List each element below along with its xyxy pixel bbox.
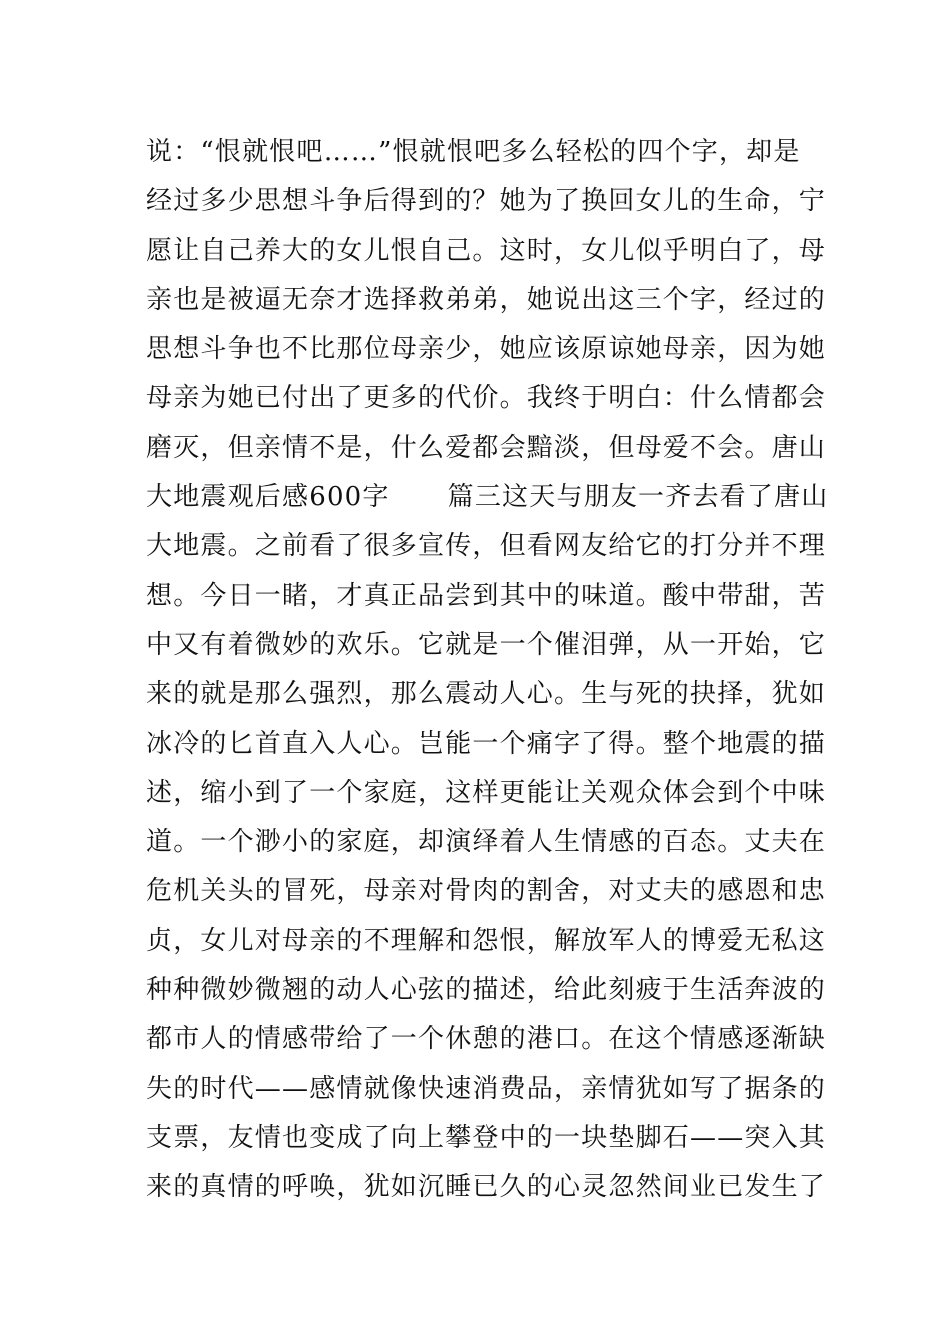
text-line-7: 磨灭，但亲情不是，什么爱都会黯淡，但母爱不会。唐山	[146, 432, 827, 463]
text-line-22: 来的真情的呼唤，犹如沉睡已久的心灵忽然间业已发生了	[146, 1172, 827, 1203]
text-line-19: 都市人的情感带给了一个休憩的港口。在这个情感逐渐缺	[146, 1024, 827, 1055]
text-line-12: 来的就是那么强烈，那么震动人心。生与死的抉择，犹如	[146, 679, 827, 710]
section-title: 大地震观后感600字	[146, 482, 390, 513]
text-line-1: 说：“恨就恨吧……”恨就恨吧多么轻松的四个字，却是	[146, 137, 801, 167]
text-line-20: 失的时代——感情就像快速消费品，亲情犹如写了据条的	[146, 1073, 827, 1104]
text-line-18: 种种微妙微翘的动人心弦的描述，给此刻疲于生活奔波的	[146, 975, 827, 1006]
text-line-17: 贞，女儿对母亲的不理解和怨恨，解放军人的博爱无私这	[146, 925, 827, 956]
text-line-21: 支票，友情也变成了向上攀登中的一块垫脚石——突入其	[146, 1122, 827, 1153]
text-line-10: 想。今日一睹，才真正品尝到其中的味道。酸中带甜，苦	[146, 580, 827, 611]
text-line-5: 思想斗争也不比那位母亲少，她应该原谅她母亲，因为她	[146, 334, 827, 365]
text-line-6: 母亲为她已付出了更多的代价。我终于明白：什么情都会	[146, 383, 827, 414]
text-line-2: 经过多少思想斗争后得到的？她为了换回女儿的生命，宁	[146, 186, 827, 217]
text-line-8	[146, 473, 829, 522]
text-line-4: 亲也是被逼无奈才选择救弟弟，她说出这三个字，经过的	[146, 284, 827, 315]
text-line-11: 中又有着微妙的欢乐。它就是一个催泪弹，从一开始，它	[146, 629, 827, 660]
text-line-3: 愿让自己养大的女儿恨自己。这时，女儿似乎明白了，母	[146, 235, 827, 266]
text-line-13: 冰冷的匕首直入人心。岂能一个痛字了得。整个地震的描	[146, 728, 827, 759]
text-line-16: 危机关头的冒死，母亲对骨肉的割舍，对丈夫的感恩和忠	[146, 876, 827, 907]
text-line-9: 大地震。之前看了很多宣传，但看网友给它的打分并不理	[146, 531, 827, 562]
section-lead: 篇三这天与朋友一齐去看了唐山	[447, 482, 829, 513]
text-line-14: 述，缩小到了一个家庭，这样更能让关观众体会到个中味	[146, 777, 827, 808]
text-line-15: 道。一个渺小的家庭，却演绎着人生情感的百态。丈夫在	[146, 827, 827, 858]
article-body	[146, 128, 829, 1213]
